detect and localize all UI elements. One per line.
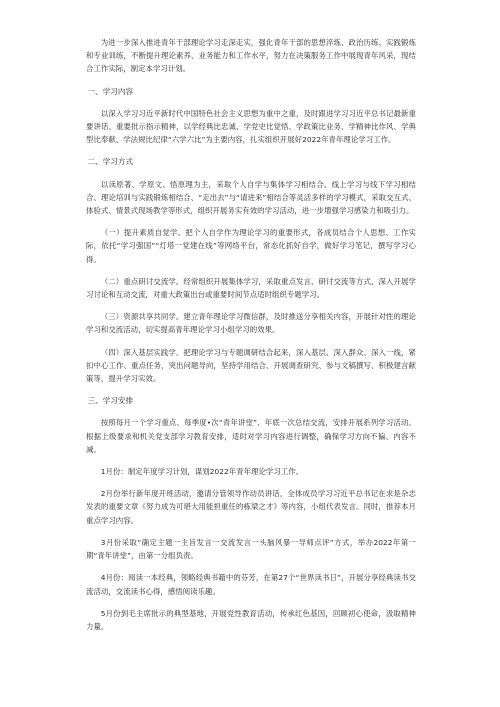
document-body	[86, 36, 416, 642]
paragraph: （一）提升素质自觉学。把个人自学作为理论学习的重要形式，各成员结合个人思想、工作实际，依托“学习强国”“灯塔一党建在线”等网络平台，常态化抓好自学，做好学习笔记，撰写学习心得。	[86, 228, 416, 264]
paragraph: 以深入学习习近平新时代中国特色社会主义思想为重中之重，及时跟进学习习近平总书记最新重要讲话、重要批示指示精神，以学经典比忠诚、学党史比觉悟、学政策比业务、学精神比作风、学典型比奉献、学法规比纪律“六学六比”为主要内容，扎实组织开展好2022年青年理论学习工作。	[86, 108, 416, 145]
section-heading-content: 一、学习内容	[87, 86, 134, 96]
paragraph: （三）资源共享共同学。建立青年理论学习微信群，及时推送分享相关内容，开展针对性的理论学习和交流活动，切实提高青年理论学习小组学习的效果。	[86, 312, 416, 335]
paragraph: 4月份：阅读一本经典，领略经典书籍中的芬芳，在第27个“世界读书日”，开展分享经典读书交流活动，交流读书心得，感悟阅读乐趣。	[86, 573, 416, 596]
intro-paragraph: 为进一步深入推进青年干部理论学习走深走实，强化青年干部的思想淬炼、政治历练、实践锻炼和专业训练，不断提升理论素养、业务能力和工作水平，努力在决策服务工作中展现青年风采，现结合工作实际，制定本学习计划。	[86, 38, 416, 74]
paragraph: （四）深入基层实践学。把理论学习与专题调研结合起来，深入基层、深入群众、深入一线，紧扣中心工作、重点任务，突出问题导向，坚持学用结合、开展调查研究、参与文稿撰写、积极建言献策等，提升学习实效。	[86, 347, 416, 384]
paragraph: 5月份到毛主席批示的典型基地，开展党性教育活动，传承红色基因，回顾初心使命，汲取精神力量。	[86, 608, 416, 631]
paragraph: 1月份：制定年度学习计划，谋划2022年青年理论学习工作。	[100, 467, 304, 477]
section-heading-schedule: 三、学习安排	[87, 396, 134, 406]
section-heading-method: 二、学习方式	[87, 157, 134, 167]
paragraph: 按照每月一个学习重点、每季度•次“青年讲堂”、年底一次总结交流，安排开展系列学习活动。根据上级要求和机关党支部学习教育安排，适时对学习内容进行调整，确保学习方向不偏、内容不减。	[86, 418, 416, 454]
paragraph: （二）重点研讨交流学。经常组织开展集体学习，采取重点发言、研讨交流等方式，深入开展学习讨论和互动交流，对重大政策出台或重要时间节点适时组织专题学习。	[86, 276, 416, 300]
paragraph: 3月份采取“确定主题一主旨发言一交流发言一头脑风暴一导师点评”方式，举办2022年第一期“青年讲堂”，由第一分组负责。	[86, 537, 416, 561]
paragraph: 2月份举行新年度开班活动，邀请分管领导作动员讲话，全体成员学习习近平总书记在求是杂志发表的重要文章《努力成为可堪大用能担重任的栋梁之才》等内容，小组代表发言。同时，推荐本月重点学习内容。	[86, 489, 416, 525]
paragraph: 以读原著、学原文、悟原理为主，采取个人自学与集体学习相结合、线上学习与线下学习相结合、理论培训与实践锻炼相结合、“走出去”与“请进来”相结合等灵活多样的学习模式，采取交互式、体验式、情景式现场教学等形式，组织开展务实有效的学习活动，进一步增强学习感染力和吸引力。	[86, 179, 416, 216]
